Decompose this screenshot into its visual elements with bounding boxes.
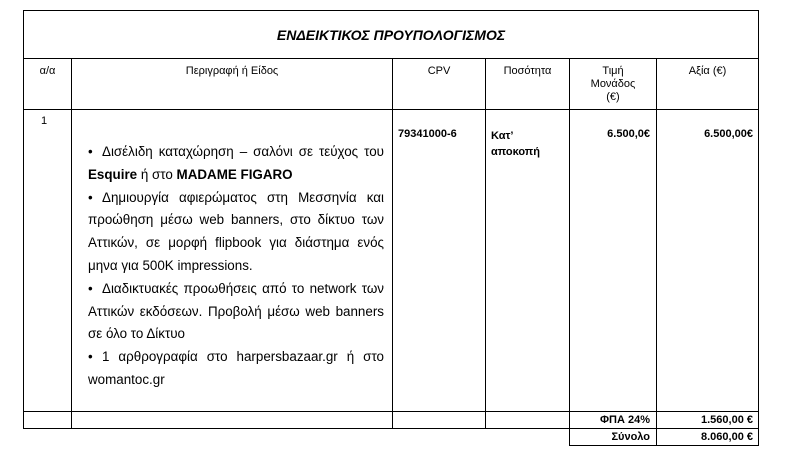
- column-divider-3: [485, 58, 486, 429]
- bullet-icon: •: [88, 349, 93, 365]
- column-divider-5: [656, 58, 657, 446]
- header-description: Περιγραφή ή Είδος: [185, 65, 279, 77]
- row-cpv: 79341000-6: [398, 128, 457, 140]
- column-divider-2: [392, 58, 393, 429]
- row-description: [88, 141, 384, 392]
- row-unit-price: 6.500,0€: [607, 128, 650, 140]
- document-title: ΕΝΔΕΙΚΤΙΚΟΣ ΠΡΟΥΠΟΛΟΓΙΣΜΟΣ: [276, 27, 506, 43]
- description-item-3: • Διαδικτυακές προωθήσεις από το network των Αττικών εκδόσεων. Προβολή μέσω web banners σε όλο το Δίκτυο: [88, 278, 384, 346]
- header-quantity: Ποσότητα: [503, 65, 552, 77]
- description-item-2: • Δημιουργία αφιερώματος στη Μεσσηνία και προώθηση μέσω web banners, στο δίκτυο των Αττικών, σε μορφή flipbook για διάστημα ενός μηνα για 500K impressions.: [88, 187, 384, 278]
- column-divider-1: [71, 58, 72, 429]
- table-rule-total-bottom: [569, 445, 759, 446]
- table-border-right: [758, 10, 759, 446]
- row-num: 1: [41, 115, 48, 127]
- column-divider-4: [569, 58, 570, 446]
- header-unit-price: Τιμή Μονάδος (€): [590, 65, 636, 103]
- bullet-icon: •: [88, 189, 93, 205]
- header-value: Αξία (€): [688, 65, 727, 77]
- description-item-4: • 1 αρθρογραφία στο harpersbazaar.gr ή στο womantoc.gr: [88, 346, 384, 392]
- vat-label: ΦΠΑ 24%: [600, 414, 650, 426]
- bullet-icon: •: [88, 280, 93, 296]
- table-rule-row-bottom: [23, 411, 759, 412]
- table-rule-title-bottom: [23, 58, 759, 59]
- table-rule-vat-bottom: [23, 428, 759, 429]
- total-label: Σύνολο: [611, 431, 650, 443]
- row-value: 6.500,00€: [704, 128, 753, 140]
- description-item-1: • Δισέλιδη καταχώρηση – σαλόνι σε τεύχος του Esquire ή στο MADAME FIGARO: [88, 141, 384, 187]
- header-cpv: CPV: [427, 65, 451, 77]
- bullet-icon: •: [88, 144, 93, 159]
- row-quantity: Κατ’ αποκοπή: [491, 130, 540, 158]
- total-value: 8.060,00 €: [701, 431, 753, 443]
- header-num: α/α: [39, 65, 56, 77]
- table-rule-header-bottom: [23, 109, 759, 110]
- table-border-top: [23, 10, 759, 11]
- vat-value: 1.560,00 €: [701, 414, 753, 426]
